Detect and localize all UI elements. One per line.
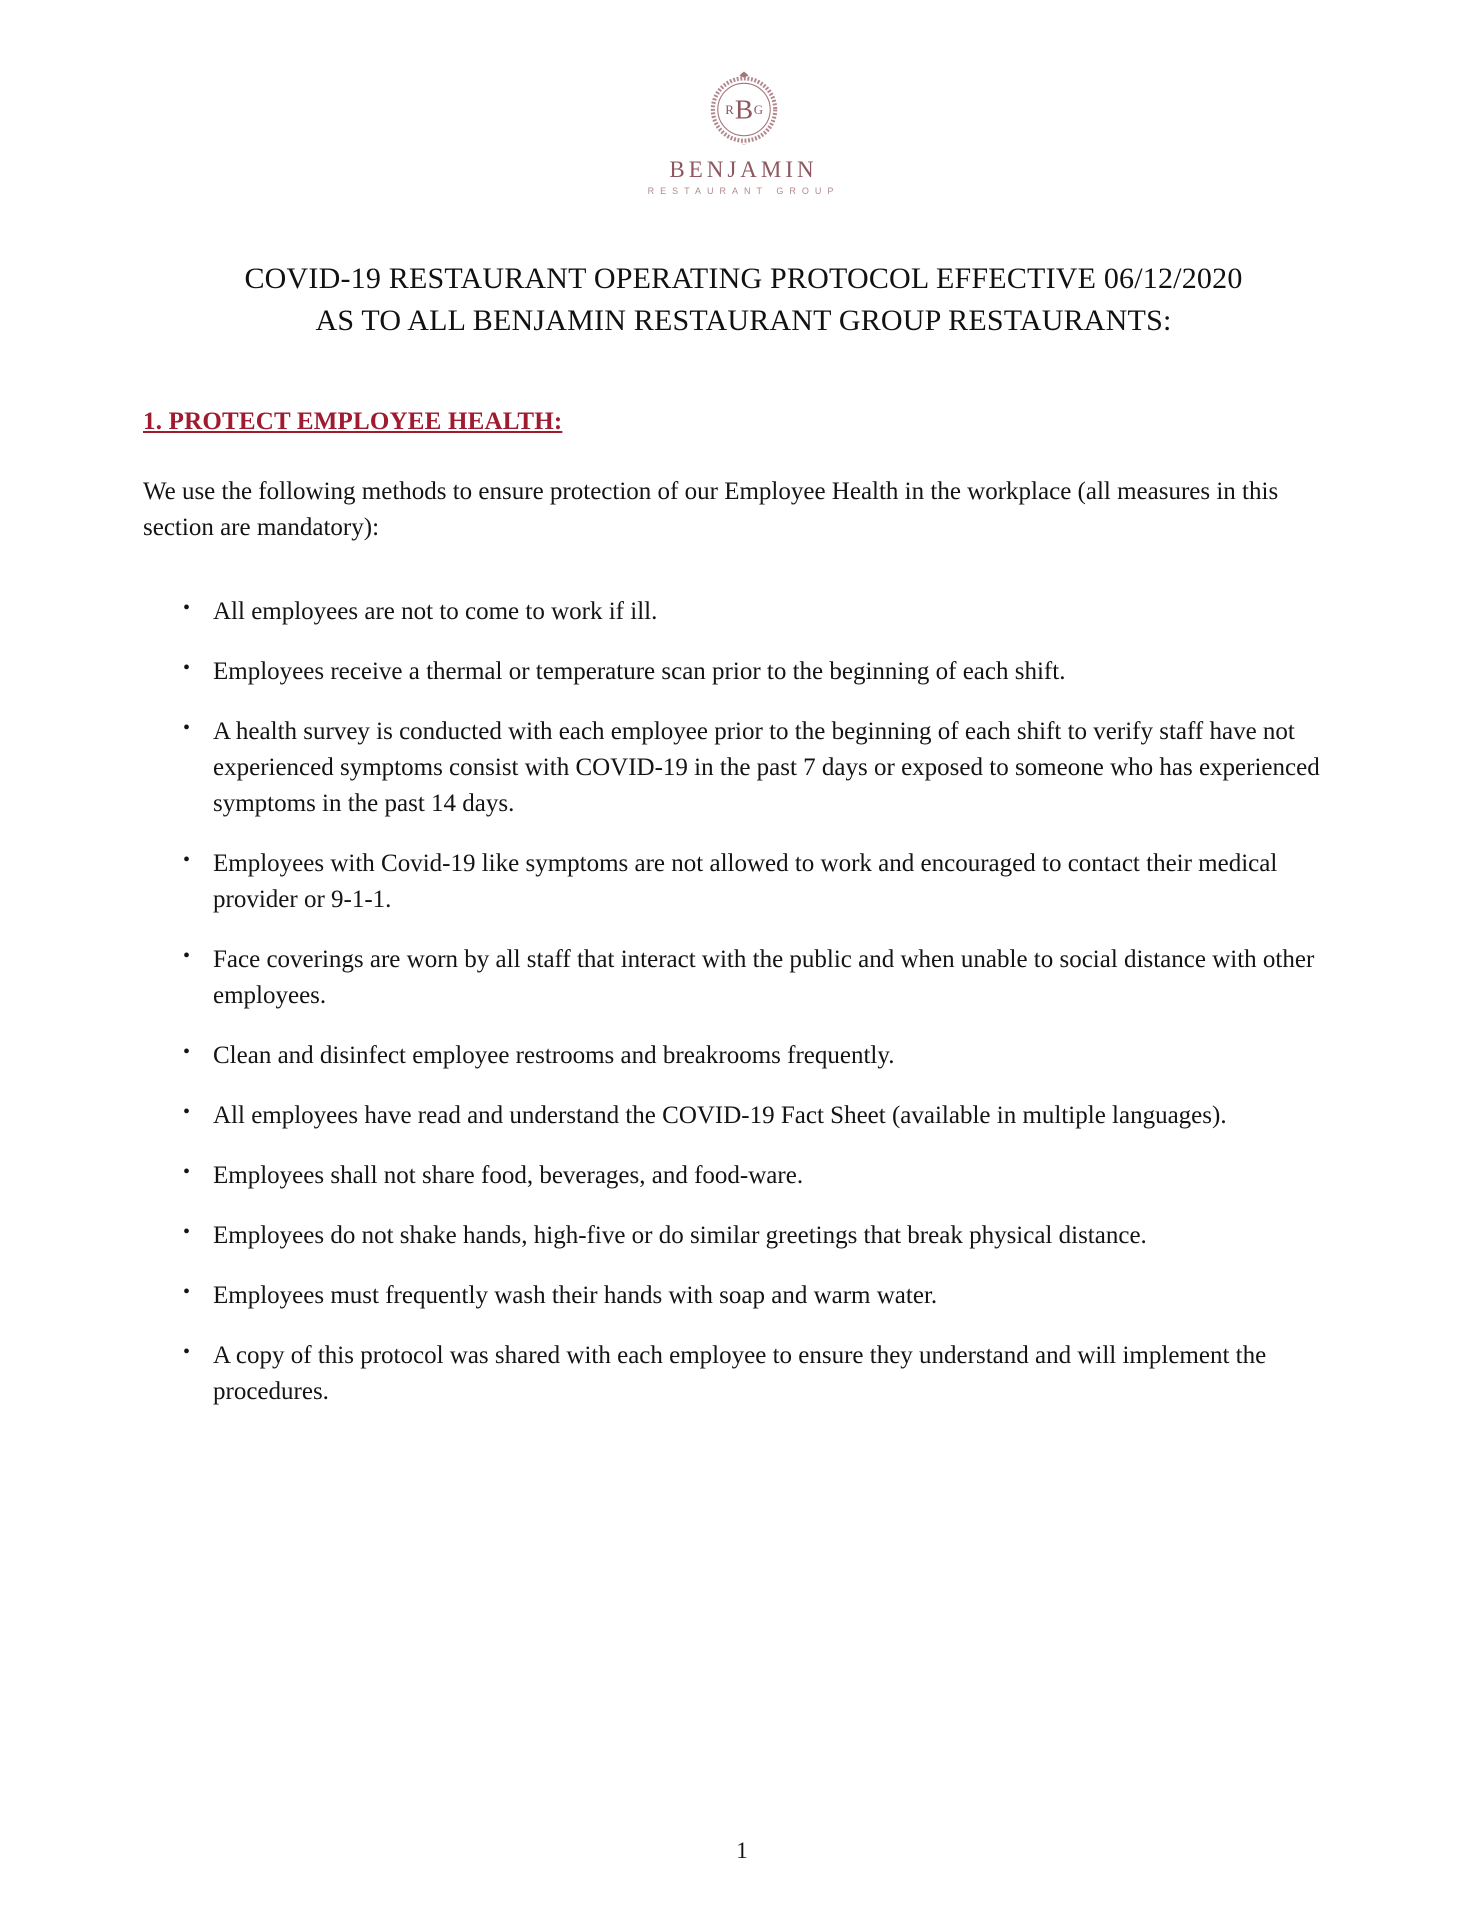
logo — [143, 70, 1344, 196]
svg-text:R: R — [724, 102, 734, 118]
document-title-line2: AS TO ALL BENJAMIN RESTAURANT GROUP RESTAURANTS: — [315, 304, 1172, 337]
list-item: • Employees do not shake hands, high-five or do similar greetings that break physical distance. — [213, 1218, 1344, 1254]
list-item: • All employees have read and understand the COVID-19 Fact Sheet (available in multiple languages). — [213, 1098, 1344, 1134]
list-item: • Employees shall not share food, beverages, and food-ware. — [213, 1158, 1344, 1194]
svg-text:B: B — [734, 94, 753, 125]
brg-wreath-monogram-icon — [706, 70, 782, 146]
list-item: • Clean and disinfect employee restrooms and breakrooms frequently. — [213, 1038, 1344, 1074]
list-item: • Employees receive a thermal or temperature scan prior to the beginning of each shift. — [213, 654, 1344, 690]
svg-text:G: G — [753, 102, 763, 118]
intro-paragraph: We use the following methods to ensure protection of our Employee Health in the workplace (all measures in this section are mandatory): — [143, 478, 1279, 541]
list-item: • Face coverings are worn by all staff that interact with the public and when unable to social distance with other employees. — [213, 942, 1344, 1014]
list-item: • A health survey is conducted with each employee prior to the beginning of each shift to verify staff have not experienced symptoms consist with COVID-19 in the past 7 days or exposed to someone who has experienced symptoms in the past 14 days. — [213, 714, 1344, 822]
list-item: • Employees must frequently wash their hands with soap and warm water. — [213, 1278, 1344, 1314]
logo-brand-text: BENJAMIN — [669, 157, 818, 182]
list-item: • All employees are not to come to work if ill. — [213, 594, 1344, 630]
page-number: 1 — [736, 1838, 748, 1863]
bullet-list — [143, 594, 1344, 1410]
document-title — [143, 258, 1344, 342]
logo-tagline-text: RESTAURANT GROUP — [647, 186, 840, 196]
section-heading: 1. PROTECT EMPLOYEE HEALTH: — [143, 408, 563, 435]
list-item: • Employees with Covid-19 like symptoms are not allowed to work and encouraged to contact their medical provider or 9-1-1. — [213, 846, 1344, 918]
document-title-line1: COVID-19 RESTAURANT OPERATING PROTOCOL EFFECTIVE 06/12/2020 — [244, 262, 1243, 295]
list-item: • A copy of this protocol was shared with each employee to ensure they understand and will implement the procedures. — [213, 1338, 1344, 1410]
